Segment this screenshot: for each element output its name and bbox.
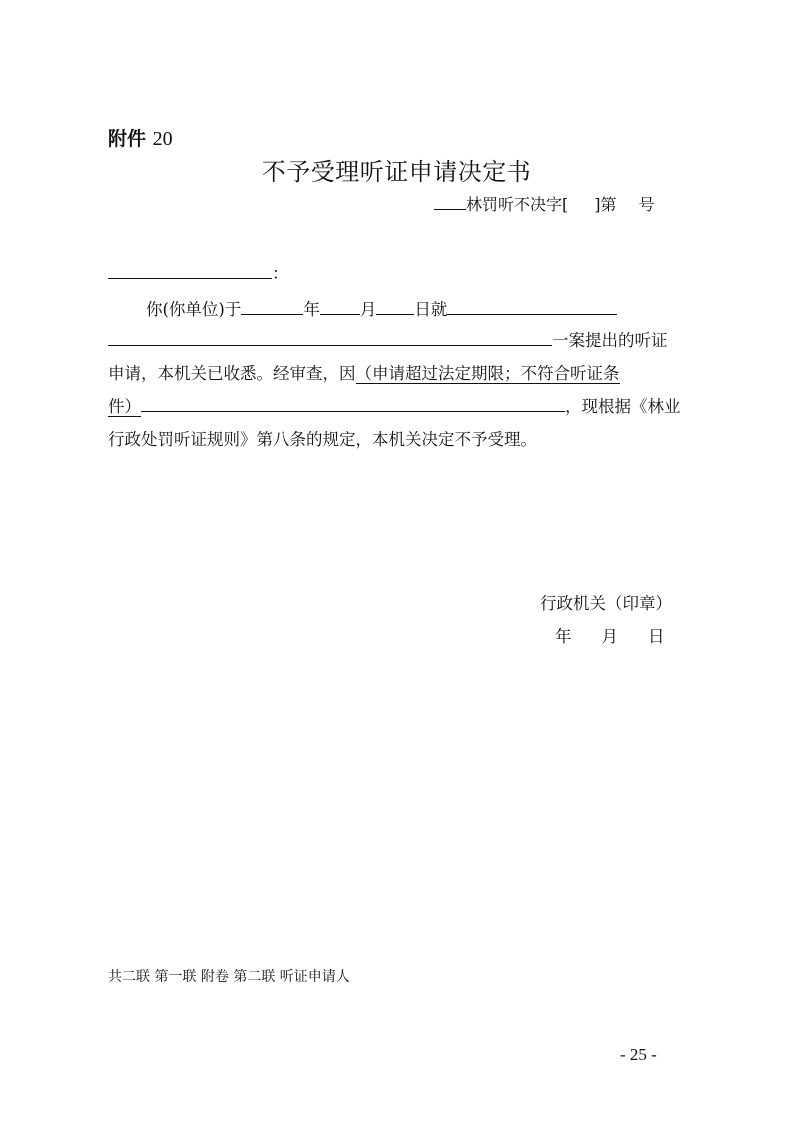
body-line3-start: 申请，本机关已收悉。经审查，因	[108, 364, 356, 383]
salutation-colon: ：	[272, 264, 289, 283]
signature-agency: 行政机关（印章）	[540, 594, 672, 613]
attachment-text: 附件	[108, 128, 147, 150]
day-blank	[376, 298, 414, 316]
doc-num-suffix: 号	[638, 195, 655, 214]
body-line1-start: 你(你单位)于	[146, 300, 242, 319]
agency-prefix-blank	[434, 193, 466, 210]
page-number: - 25 -	[620, 1045, 657, 1064]
doc-bracket-close: ]第	[594, 195, 617, 214]
body-line2-end: 一案提出的听证	[552, 331, 668, 350]
signature-month: 月	[601, 627, 618, 646]
body-line-2	[108, 327, 668, 351]
document-number	[434, 192, 655, 215]
attachment-number: 20	[152, 128, 173, 150]
case-blank-2	[108, 329, 552, 347]
signature-date	[555, 623, 665, 647]
document-title: 不予受理听证申请决定书	[261, 158, 532, 186]
year-label: 年	[303, 300, 320, 319]
body-line4-end: ，现根据《林业	[565, 397, 681, 416]
recipient-blank	[108, 262, 272, 280]
case-blank-1	[447, 298, 617, 316]
reason-blank	[141, 395, 565, 413]
doc-agency-suffix: 林罚听不决字[	[466, 195, 569, 214]
year-blank	[241, 298, 303, 316]
body-line-5: 行政处罚听证规则》第八条的规定，本机关决定不予受理。	[108, 430, 537, 449]
salutation-line	[108, 260, 289, 284]
body-line-1	[146, 296, 617, 320]
body-line-4	[108, 393, 681, 417]
day-on-label: 日就	[414, 300, 448, 319]
body-line-3	[108, 360, 620, 384]
reason-text-a: （申请超过法定期限；不符合听证条	[355, 364, 620, 383]
signature-year: 年	[555, 627, 572, 646]
reason-text-b: 件）	[108, 397, 141, 416]
copies-footer: 共二联 第一联 附卷 第二联 听证申请人	[108, 969, 350, 985]
month-blank	[320, 298, 360, 316]
attachment-label	[108, 124, 173, 151]
signature-day: 日	[648, 627, 665, 646]
month-label: 月	[359, 300, 377, 319]
